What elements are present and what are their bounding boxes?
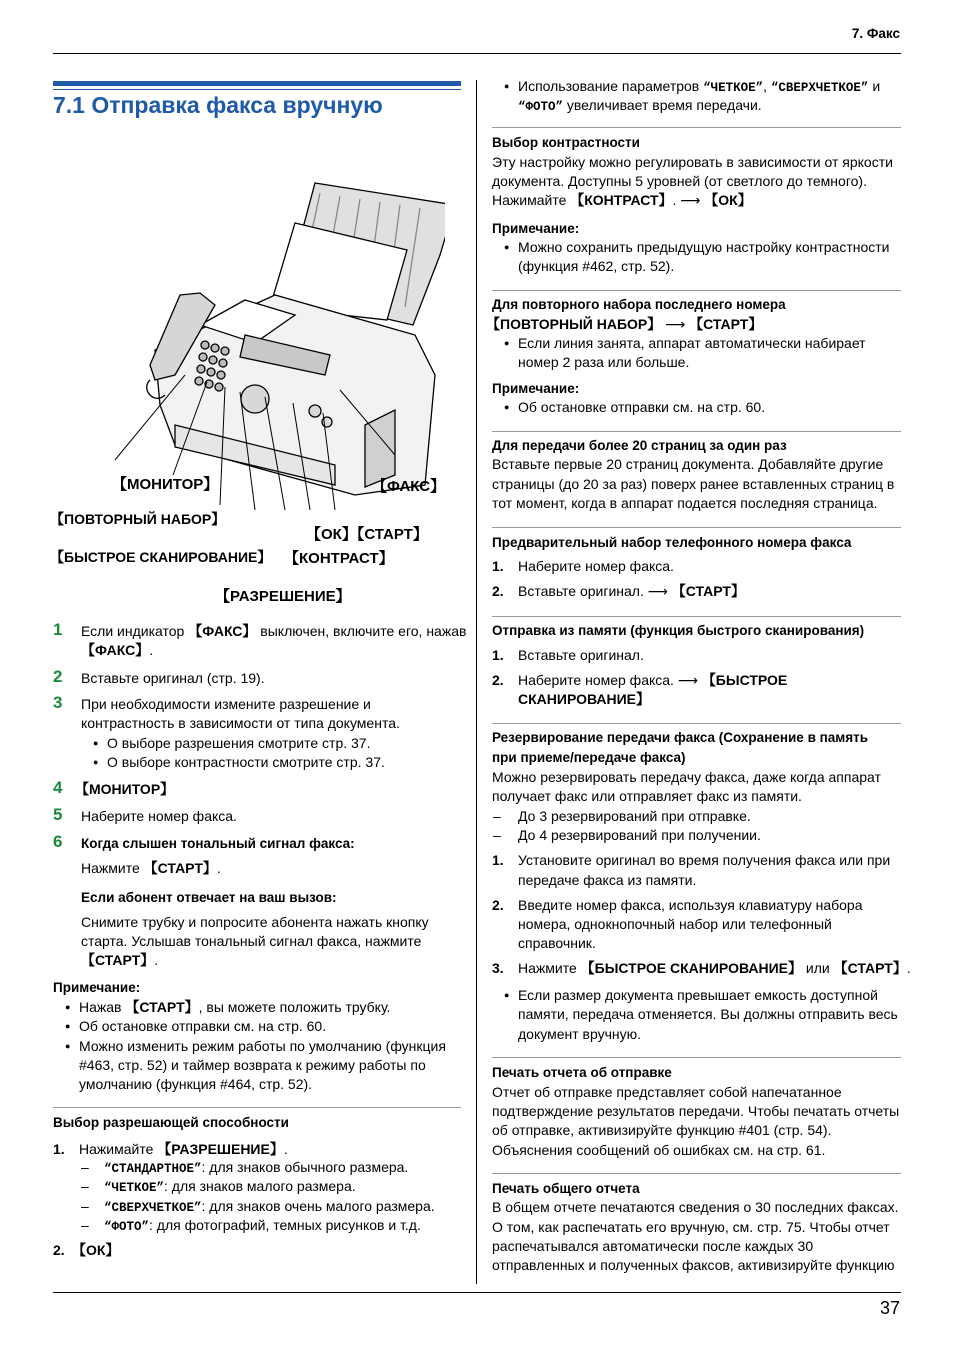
memory-step-1-text: Вставьте оригинал. [518, 647, 644, 663]
step-6-heading: Когда слышен тональный сигнал факса: [81, 836, 355, 851]
reserve-step-2-line3: справочник. [518, 935, 596, 951]
redial-note-bullet: ● Об остановке отправки см. на стр. 60. [518, 398, 765, 417]
step-3-bullet-2: ● О выборе контрастности смотрите стр. 37. [107, 753, 385, 772]
journal-line1: В общем отчете печатаются сведения о 30 последних факсах. [492, 1199, 899, 1215]
predial-heading: Предварительный набор телефонного номера факса [492, 535, 852, 550]
page-number: 37 [879, 1298, 900, 1318]
note-bullet-3-line3: умолчанию (функция #464, стр. 52). [79, 1076, 313, 1092]
reserve-rule [492, 723, 901, 724]
column-divider [476, 80, 477, 1284]
step-4-number: 4 [53, 778, 63, 797]
reserve-step-2-number: 2. [492, 897, 504, 913]
page-title: 7.1 Отправка факса вручную [53, 92, 383, 118]
over20-heading: Для передачи более 20 страниц за один раз [492, 438, 787, 453]
step-2-number: 2 [53, 667, 63, 686]
reserve-dash-1-text: До 3 резервирований при отправке. [518, 808, 751, 824]
contrast-note-bullet: ● Можно сохранить предыдущую настройку контрастности [518, 238, 889, 257]
contrast-line1: Эту настройку можно регулировать в зависимости от яркости [492, 154, 893, 170]
contrast-line2: документа. Доступны 5 уровней (от светлого до темного). [492, 173, 867, 189]
predial-step-1-text: Наберите номер факса. [518, 558, 674, 574]
label-monitor: 【 МОНИТОР 】 [112, 475, 218, 494]
report-line1: Отчет об отправке представляет собой напечатанное [492, 1084, 842, 1100]
note-bullet-1: ● Нажав 【 СТАРТ 】 , вы можете положить трубку. [79, 998, 390, 1017]
step-1-text-line2: 【 ФАКС 】 . [81, 641, 153, 660]
reserve-step-1-line2: передаче факса из памяти. [518, 872, 697, 888]
redial-bullet-line2: номер 2 раза или больше. [518, 354, 690, 370]
redial-heading: Для повторного набора последнего номера [492, 297, 786, 312]
reserve-step-2-line2: номера, однокнопочный набор или телефонный [518, 916, 832, 932]
reserve-bullet-line2: памяти, передача отменяется. Вы должны отправить весь [518, 1006, 898, 1022]
note-heading: Примечание: [53, 980, 141, 995]
resolution-option-photo: “ФОТО”: для фотографий, темных рисунков и т.д. [104, 1217, 421, 1234]
title-bar-thin [53, 89, 461, 90]
top-bullet-line2: “ФОТО” увеличивает время передачи. [518, 97, 762, 114]
reserve-step-2-line1: Введите номер факса, используя клавиатуру набора [518, 897, 863, 913]
reserve-step-3-text: Нажмите 【 БЫСТРОЕ СКАНИРОВАНИЕ 】 или 【 СТАРТ 】 . [518, 959, 911, 978]
reserve-step-3-number: 3. [492, 960, 504, 976]
report-line3: об отправке, активизируйте функцию #401 (стр. 54). [492, 1122, 832, 1138]
label-resolution: 【 РАЗРЕШЕНИЕ 】 [215, 587, 351, 606]
redial-keys: 【 ПОВТОРНЫЙ НАБОР 】 ⟶ 【 СТАРТ 】 [486, 315, 762, 334]
resolution-option-fine: “ЧЕТКОЕ”: для знаков малого размера. [104, 1178, 356, 1195]
redial-bullet: ● Если линия занята, аппарат автоматически набирает [518, 334, 866, 353]
step-6-press: Нажмите 【 СТАРТ 】 . [81, 859, 221, 878]
over20-line1: Вставьте первые 20 страниц документа. Добавляйте другие [492, 456, 884, 472]
contrast-heading: Выбор контрастности [492, 135, 640, 150]
note-bullet-2: ● Об остановке отправки см. на стр. 60. [79, 1017, 326, 1036]
resolution-step-2-number: 2. [53, 1242, 65, 1258]
resolution-step-2-key: 【 ОК 】 [72, 1241, 119, 1260]
step-5-number: 5 [53, 805, 63, 824]
reserve-heading: Резервирование передачи факса (Сохранение в память [492, 730, 869, 745]
resolution-dash-2: – [81, 1178, 89, 1194]
report-line4: Объяснения сообщений об ошибках см. на стр. 61. [492, 1142, 826, 1158]
reserve-dash-2-text: До 4 резервирований при получении. [518, 827, 761, 843]
memory-step-1-number: 1. [492, 647, 504, 663]
step-6-sub-heading: Если абонент отвечает на ваш вызов: [81, 890, 337, 905]
memory-step-2-line2: СКАНИРОВАНИЕ】 [518, 691, 651, 707]
step-1-number: 1 [53, 620, 63, 639]
memory-step-2-text: Наберите номер факса. ⟶ 【БЫСТРОЕ [518, 672, 788, 688]
resolution-heading: Выбор разрешающей способности [53, 1115, 289, 1130]
redial-rule [492, 290, 901, 291]
step-6-number: 6 [53, 832, 63, 851]
step-3-text-line2: контрастность в зависимости от типа документа. [81, 715, 400, 731]
section-header: 7. Факс [851, 26, 900, 41]
step-5-text: Наберите номер факса. [81, 808, 237, 824]
predial-step-2-text: Вставьте оригинал. ⟶ 【 СТАРТ 】 [518, 582, 745, 601]
label-ok-start: 【 ОК】【СТАРТ 】 [306, 525, 428, 544]
step-1-text: Если индикатор 【 ФАКС 】 выключен, включите его, нажав [81, 622, 466, 641]
reserve-line1: Можно резервировать передачу факса, даже когда аппарат [492, 769, 881, 785]
contrast-note-line2: (функция #462, стр. 52). [518, 258, 675, 274]
resolution-option-standard: “СТАНДАРТНОЕ”: для знаков обычного размера. [104, 1159, 409, 1176]
contrast-line3: Нажимайте 【 КОНТРАСТ 】 . ⟶ 【 ОК 】 [492, 191, 752, 210]
resolution-option-superfine: “СВЕРХЧЕТКОЕ”: для знаков очень малого размера. [104, 1198, 435, 1215]
journal-line4: отправленных и полученных факсов, активизируйте функцию [492, 1257, 895, 1273]
reserve-bullet: ● Если размер документа превышает емкость доступной [518, 986, 878, 1005]
report-rule [492, 1057, 901, 1058]
journal-line3: распечатывался автоматически после каждых 30 [492, 1238, 814, 1254]
predial-step-2-number: 2. [492, 583, 504, 599]
over20-rule [492, 431, 901, 432]
predial-rule [492, 527, 901, 528]
step-3-bullet-1: ● О выборе разрешения смотрите стр. 37. [107, 734, 370, 753]
reserve-step-1-line1: Установите оригинал во время получения факса или при [518, 852, 891, 868]
note-bullet-3: ● Можно изменить режим работы по умолчанию (функция [79, 1037, 446, 1056]
reserve-dash-2: – [493, 827, 501, 843]
step-3-text: При необходимости измените разрешение и [81, 696, 371, 712]
memory-heading: Отправка из памяти (функция быстрого сканирования) [492, 623, 865, 638]
label-fax: 【 ФАКС 】 [372, 477, 445, 496]
over20-line2: страницы (до 20 за раз) поверх ранее вставленных страниц в [492, 476, 895, 492]
reserve-line2: получает факс или отправляет факс из памяти. [492, 788, 802, 804]
journal-heading: Печать общего отчета [492, 1181, 640, 1196]
step-6-sub-line3: 【 СТАРТ 】 . [81, 951, 158, 970]
over20-line3: тот момент, когда в аппарат подается последняя страница. [492, 495, 878, 511]
header-rule [53, 53, 901, 54]
fax-machine-illustration [95, 175, 445, 510]
resolution-rule [53, 1107, 461, 1108]
contrast-note-heading: Примечание: [492, 221, 580, 236]
step-4-key: 【 МОНИТОР 】 [75, 780, 174, 799]
title-bar [53, 81, 461, 86]
reserve-step-1-number: 1. [492, 852, 504, 868]
predial-step-1-number: 1. [492, 558, 504, 574]
label-quick-scan: 【 БЫСТРОЕ СКАНИРОВАНИЕ 】 [50, 548, 271, 567]
step-6-sub-line2: старта. Услышав тональный сигнал факса, нажмите [81, 933, 422, 949]
report-heading: Печать отчета об отправке [492, 1065, 672, 1080]
step-3-number: 3 [53, 693, 63, 712]
memory-step-2-number: 2. [492, 672, 504, 688]
report-line2: подтверждение результатов передачи. Чтобы печатать отчеты [492, 1103, 900, 1119]
resolution-step-1-number: 1. [53, 1141, 65, 1157]
note-bullet-3-line2: #463, стр. 52) и таймер возврата к режиму работы по [79, 1057, 426, 1073]
label-contrast: 【 КОНТРАСТ 】 [284, 549, 394, 568]
resolution-dash-3: – [81, 1198, 89, 1214]
journal-rule [492, 1173, 901, 1174]
memory-rule [492, 616, 901, 617]
step-2-text: Вставьте оригинал (стр. 19). [81, 670, 265, 686]
reserve-dash-1: – [493, 808, 501, 824]
step-6-sub-line1: Снимите трубку и попросите абонента нажать кнопку [81, 914, 429, 930]
journal-line2: О том, как распечатать его вручную, см. стр. 75. Чтобы отчет [492, 1219, 890, 1235]
redial-note-heading: Примечание: [492, 381, 580, 396]
resolution-step-1-text: Нажимайте 【 РАЗРЕШЕНИЕ 】 . [79, 1140, 288, 1159]
top-bullet-line1: ● Использование параметров “ЧЕТКОЕ”, “СВЕРХЧЕТКОЕ” и [518, 77, 880, 98]
label-redial: 【 ПОВТОРНЫЙ НАБОР 】 [50, 510, 225, 529]
contrast-rule [492, 127, 901, 128]
reserve-bullet-line3: документ вручную. [518, 1026, 642, 1042]
footer-rule [53, 1292, 901, 1293]
reserve-heading-line2: при приеме/передаче факса) [492, 750, 686, 765]
resolution-dash-4: – [81, 1217, 89, 1233]
resolution-dash-1: – [81, 1159, 89, 1175]
